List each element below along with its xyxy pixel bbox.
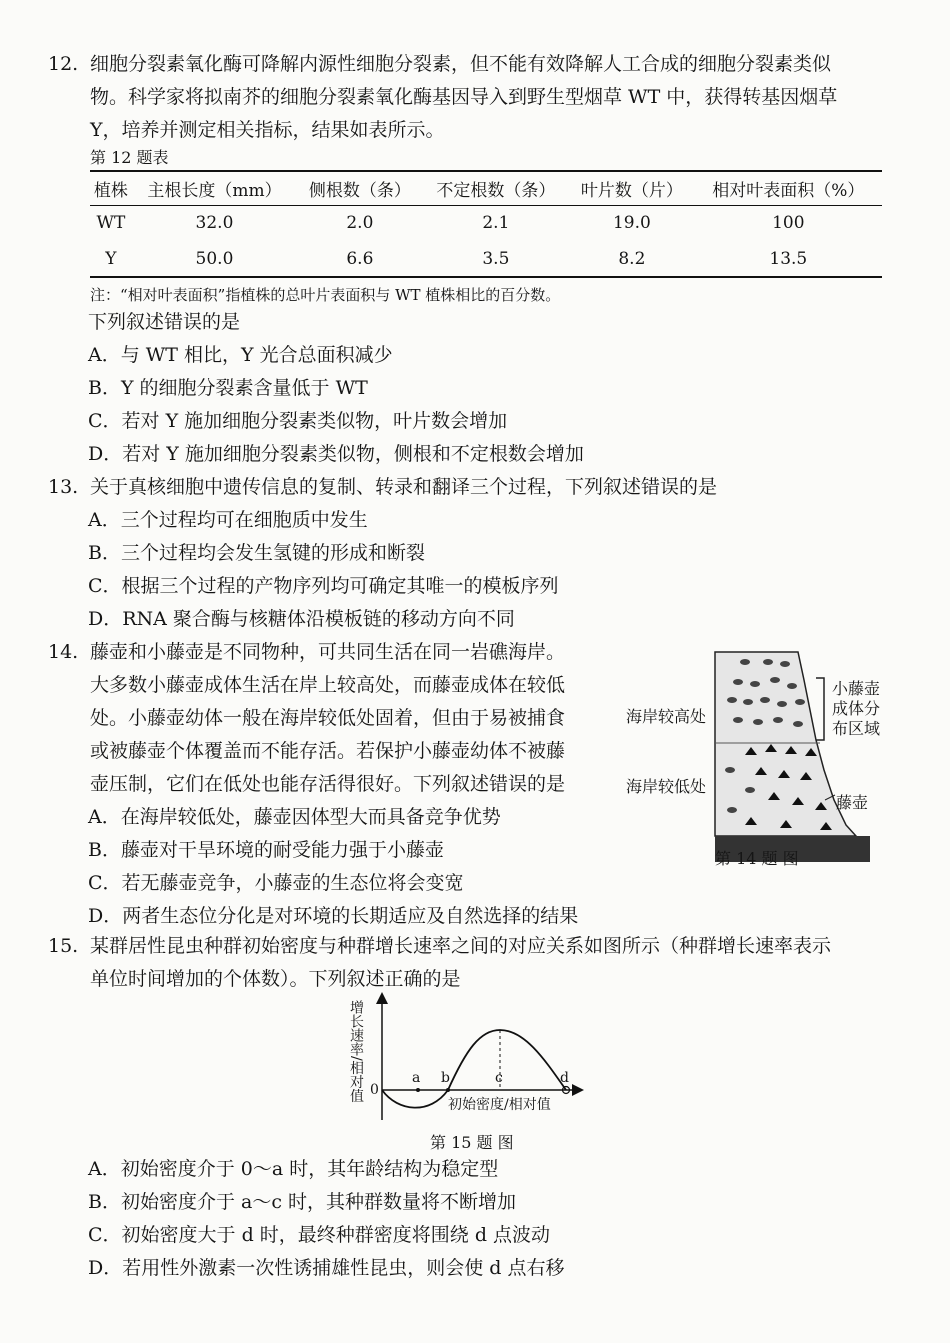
origin-label: 0 xyxy=(370,1082,379,1098)
question-line: Y，培养并测定相关指标，结果如表所示。 xyxy=(90,119,445,141)
option-c: C．初始密度大于 d 时，最终种群密度将围绕 d 点波动 xyxy=(88,1224,551,1246)
question-12 xyxy=(48,48,898,147)
table-header-row xyxy=(90,171,882,205)
data-table xyxy=(90,170,882,278)
option-b: B．藤壶对干旱环境的耐受能力强于小藤壶 xyxy=(88,839,444,861)
high-shore-label: 海岸较高处 xyxy=(626,707,707,726)
figure-15 xyxy=(340,990,590,1150)
question-number: 14. xyxy=(48,641,79,663)
question-line: 藤壶和小藤壶是不同物种，可共同生活在同一岩礁海岸。 xyxy=(90,641,566,663)
question-line: 大多数小藤壶成体生活在岸上较高处，而藤壶成体在较低 xyxy=(90,674,566,696)
option-a: A．初始密度介于 0～a 时，其年龄结构为稳定型 xyxy=(88,1158,499,1180)
figure-caption: 第 15 题 图 xyxy=(430,1133,514,1152)
option-d: D．若用性外激素一次性诱捕雄性昆虫，则会使 d 点右移 xyxy=(88,1257,565,1279)
point-a xyxy=(416,1088,420,1092)
question-line: 或被藤壶个体覆盖而不能存活。若保护小藤壶幼体不被藤 xyxy=(90,740,566,762)
question-line: 物。科学家将拟南芥的细胞分裂素氧化酶基因导入到野生型烟草 WT 中，获得转基因烟草 xyxy=(90,86,838,108)
table-header-cell: 植株 xyxy=(90,171,132,205)
table-caption: 第 12 题表 xyxy=(90,148,169,167)
table-header-cell: 相对叶表面积（%） xyxy=(695,171,882,205)
table-note: 注：“相对叶表面积”指植株的总叶片表面积与 WT 植株相比的百分数。 xyxy=(90,286,561,304)
table-header-cell: 不定根数（条） xyxy=(423,171,569,205)
barnacle-label: 藤壶 xyxy=(836,793,869,812)
table-header-cell: 侧根数（条） xyxy=(297,171,423,205)
region-label: 小藤壶 xyxy=(832,679,881,698)
table-row xyxy=(90,241,882,277)
option-b: B．Y 的细胞分裂素含量低于 WT xyxy=(88,377,368,399)
question-stem: 关于真核细胞中遗传信息的复制、转录和翻译三个过程，下列叙述错误的是 xyxy=(90,476,718,498)
table-header-cell: 主根长度（mm） xyxy=(132,171,297,205)
table-cell: Y xyxy=(90,241,132,277)
question-14 xyxy=(48,636,618,801)
region-label: 成体分 xyxy=(832,699,881,718)
question-13 xyxy=(48,471,898,504)
option-c: C．若无藤壶竞争，小藤壶的生态位将会变宽 xyxy=(88,872,464,894)
table-cell: 6.6 xyxy=(297,241,423,277)
point-a-label: a xyxy=(412,1070,421,1086)
question-stem: 下列叙述错误的是 xyxy=(88,311,241,333)
x-axis-label: 初始密度/相对值 xyxy=(448,1097,551,1113)
point-b xyxy=(446,1088,450,1092)
option-a: A．三个过程均可在细胞质中发生 xyxy=(88,509,368,531)
option-a: A．在海岸较低处，藤壶因体型大而具备竞争优势 xyxy=(88,806,501,828)
table-cell: 100 xyxy=(772,213,805,234)
question-line: 细胞分裂素氧化酶可降解内源性细胞分裂素，但不能有效降解人工合成的细胞分裂素类似 xyxy=(90,53,832,75)
table-row xyxy=(90,205,882,241)
table-cell: 3.5 xyxy=(423,241,569,277)
point-b-label: b xyxy=(441,1070,450,1086)
table-cell: 50.0 xyxy=(132,241,297,277)
option-d: D．若对 Y 施加细胞分裂素类似物，侧根和不定根数会增加 xyxy=(88,443,584,465)
option-d: D．RNA 聚合酶与核糖体沿模板链的移动方向不同 xyxy=(88,608,515,630)
table-header-cell: 叶片数（片） xyxy=(569,171,695,205)
table-cell: 8.2 xyxy=(569,241,695,277)
table-cell: 2.0 xyxy=(346,213,374,234)
point-d-label: d xyxy=(560,1070,569,1086)
table-cell: 19.0 xyxy=(612,213,651,234)
option-c: C．若对 Y 施加细胞分裂素类似物，叶片数会增加 xyxy=(88,410,508,432)
point-c-label: c xyxy=(495,1070,503,1086)
table-cell: WT xyxy=(96,213,126,234)
question-number: 13. xyxy=(48,476,79,498)
figure-caption: 第 14 题 图 xyxy=(715,849,799,868)
region-label: 布区域 xyxy=(832,719,881,738)
question-line: 壶压制，它们在低处也能存活得很好。下列叙述错误的是 xyxy=(90,773,566,795)
table-cell: 13.5 xyxy=(695,241,882,277)
growth-curve xyxy=(340,990,590,1150)
low-shore-label: 海岸较低处 xyxy=(626,777,707,796)
table-cell: 2.1 xyxy=(482,213,510,234)
option-b: B．初始密度介于 a～c 时，其种群数量将不断增加 xyxy=(88,1191,517,1213)
question-line: 处。小藤壶幼体一般在海岸较低处固着，但由于易被捕食 xyxy=(90,707,566,729)
question-line: 某群居性昆虫种群初始密度与种群增长速率之间的对应关系如图所示（种群增长速率表示 xyxy=(90,935,832,957)
option-d: D．两者生态位分化是对环境的长期适应及自然选择的结果 xyxy=(88,905,579,927)
question-number: 12. xyxy=(48,53,79,75)
table-cell: 32.0 xyxy=(195,213,234,234)
figure-14 xyxy=(620,650,900,880)
option-a: A．与 WT 相比，Y 光合总面积减少 xyxy=(88,344,393,366)
option-b: B．三个过程均会发生氢键的形成和断裂 xyxy=(88,542,425,564)
question-15 xyxy=(48,930,898,996)
question-number: 15. xyxy=(48,935,79,957)
question-line: 单位时间增加的个体数）。下列叙述正确的是 xyxy=(90,968,461,990)
y-axis-label: 增长速率/相对值 xyxy=(348,1000,364,1103)
option-c: C．根据三个过程的产物序列均可确定其唯一的模板序列 xyxy=(88,575,559,597)
